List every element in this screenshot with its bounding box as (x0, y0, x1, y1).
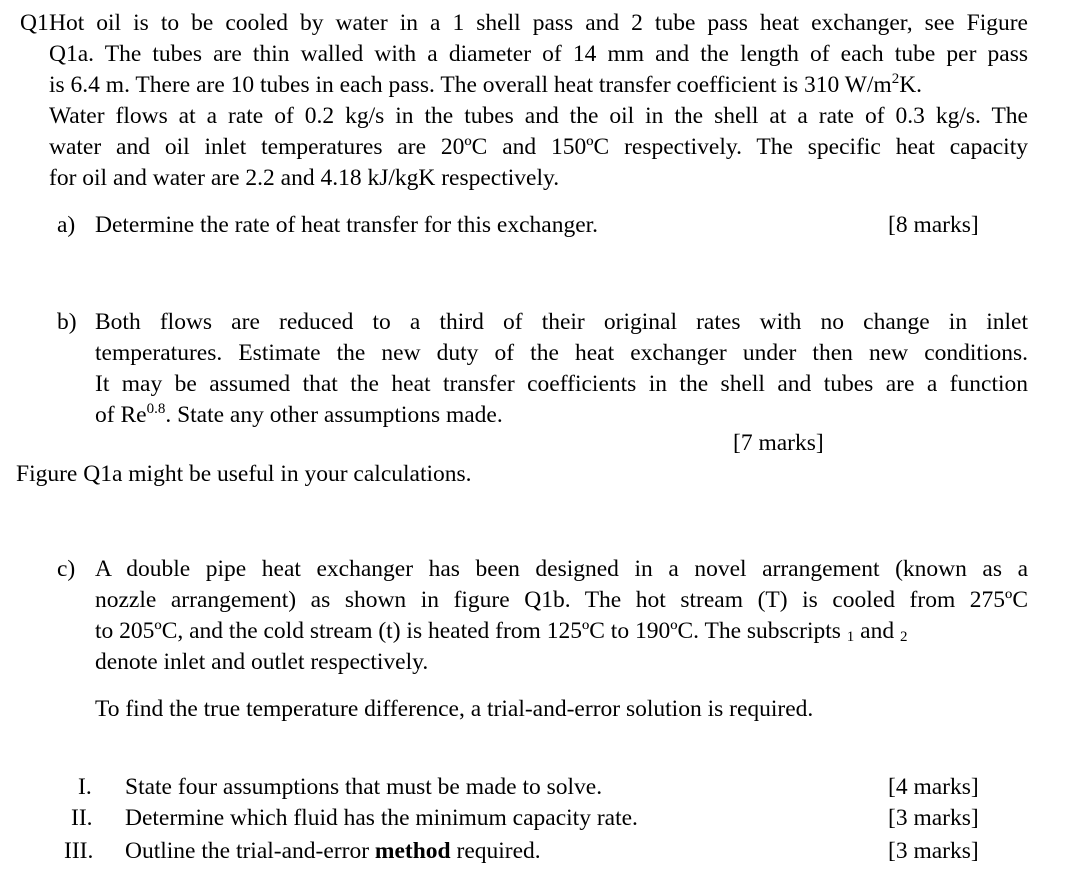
figure-note: Figure Q1a might be useful in your calculations. (16, 461, 472, 487)
intro-line: water and oil inlet temperatures are 20ºC and 150ºC respectively. The specific heat capacity (49, 134, 1028, 160)
reynolds-exponent: 0.8 (146, 401, 166, 417)
sub-item-numeral: III. (64, 838, 94, 864)
sub-item-text-suffix: required. (450, 838, 541, 864)
part-c-line: nozzle arrangement) as shown in figure Q1b. The hot stream (T) is cooled from 275ºC (95, 587, 1028, 613)
sub-item-numeral: I. (78, 774, 92, 800)
sub-item-marks: [3 marks] (888, 838, 979, 864)
part-c-line (95, 616, 907, 647)
intro-unit-superscript: 2 (891, 71, 900, 87)
part-b-last-suffix: . State any other assumptions made. (165, 402, 503, 428)
part-b-last-prefix: of Re (95, 402, 147, 428)
intro-line: Hot oil is to be cooled by water in a 1 shell pass and 2 tube pass heat exchanger, see Figure (49, 10, 1028, 36)
intro-line: for oil and water are 2.2 and 4.18 kJ/kgK respectively. (49, 165, 560, 191)
sub-item-bold-word: method (374, 838, 451, 864)
sub-item-marks: [4 marks] (888, 774, 979, 800)
part-b-marks: [7 marks] (733, 430, 824, 456)
part-c-line: A double pipe heat exchanger has been designed in a novel arrangement (known as a (95, 556, 1028, 582)
part-a-label: a) (57, 212, 76, 238)
sub-item-numeral: II. (71, 805, 93, 831)
part-b-line: It may be assumed that the heat transfer coefficients in the shell and tubes are a function (95, 371, 1028, 397)
intro-unit-tail: K. (899, 72, 923, 98)
sub-item-text-prefix: Outline the trial-and-error (125, 838, 375, 864)
subscript-outlet: 2 (899, 629, 908, 645)
sub-item-text: State four assumptions that must be made to solve. (125, 774, 603, 800)
trial-error-note: To find the true temperature difference, a trial-and-error solution is required. (95, 696, 814, 722)
part-b-line: temperatures. Estimate the new duty of the heat exchanger under then new conditions. (95, 340, 1028, 366)
part-c-line-text: to 205ºC, and the cold stream (t) is heated from 125ºC to 190ºC. The subscripts (95, 618, 841, 644)
part-c-and: and (854, 618, 900, 644)
subscript-inlet: 1 (846, 629, 855, 645)
sub-item-text: Determine which fluid has the minimum capacity rate. (125, 805, 638, 831)
part-a-text: Determine the rate of heat transfer for this exchanger. (95, 212, 599, 238)
part-c-label: c) (57, 556, 76, 582)
part-b-label: b) (57, 309, 77, 335)
intro-line (49, 70, 922, 101)
part-a-marks: [8 marks] (888, 212, 979, 238)
question-number: Q1 (20, 10, 49, 36)
intro-line-text: is 6.4 m. There are 10 tubes in each pass. The overall heat transfer coefficient is 310 W/m (49, 72, 892, 98)
part-c-line: denote inlet and outlet respectively. (95, 649, 429, 675)
intro-line: Q1a. The tubes are thin walled with a diameter of 14 mm and the length of each tube per pass (49, 41, 1028, 67)
sub-item-marks: [3 marks] (888, 805, 979, 831)
part-b-line (95, 400, 503, 431)
intro-line: Water flows at a rate of 0.2 kg/s in the tubes and the oil in the shell at a rate of 0.3 kg/s. The (49, 103, 1028, 129)
sub-item-text (125, 836, 541, 867)
part-b-line: Both flows are reduced to a third of their original rates with no change in inlet (95, 309, 1028, 335)
